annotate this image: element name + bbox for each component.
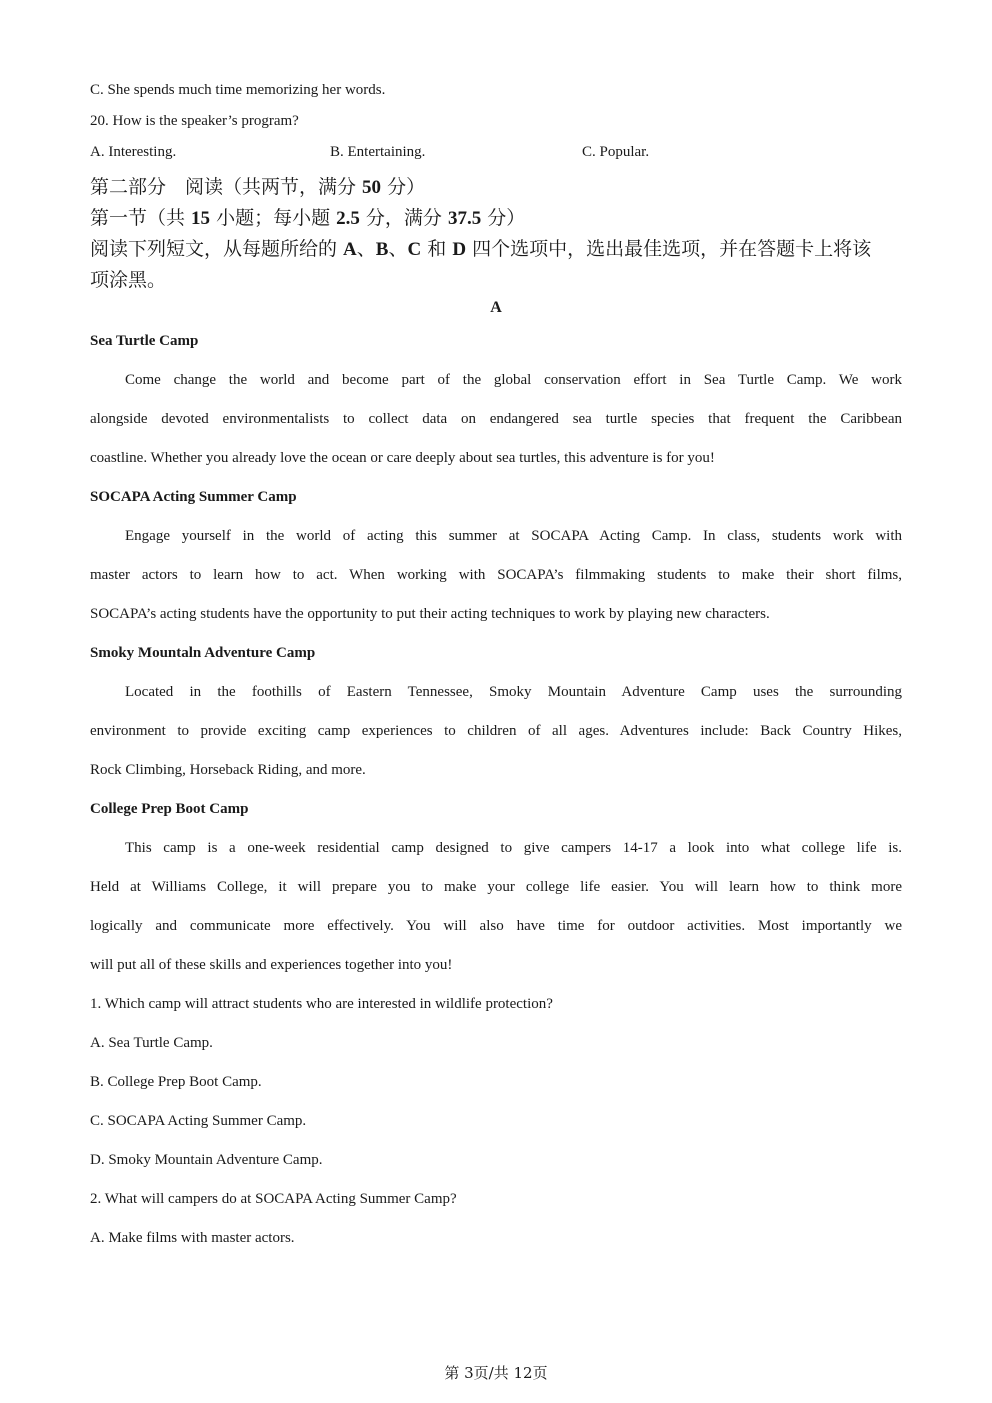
camp-title-smoky-mountain: Smoky Mountaln Adventure Camp [90,645,316,661]
q20-option-a: A. Interesting. [90,144,177,160]
question-1-option-a: A. Sea Turtle Camp. [90,1035,213,1051]
camp-body-line: Engage yourself in the world of acting this summer at SOCAPA Acting Camp. In class, students work with [125,528,902,544]
part2-heading: 第二部分 阅读（共两节，满分 50 分） [90,176,426,198]
q19-option-c: C. She spends much time memorizing her words. [90,82,386,98]
camp-body-line: Come change the world and become part of the global conservation effort in Sea Turtle Camp. We work [125,372,902,388]
camp-title-socapa: SOCAPA Acting Summer Camp [90,489,297,505]
question-2-stem: 2. What will campers do at SOCAPA Acting Summer Camp? [90,1191,457,1207]
camp-body-line: This camp is a one-week residential camp designed to give campers 14-17 a look into what college life is. [125,840,902,856]
q20-option-b: B. Entertaining. [330,144,426,160]
camp-title-sea-turtle: Sea Turtle Camp [90,333,199,349]
camp-body-line: SOCAPA’s acting students have the opportunity to put their acting techniques to work by playing new characters. [90,606,770,622]
passage-letter: A [490,299,502,316]
camp-body-line: Held at Williams College, it will prepare you to make your college life easier. You will learn how to think more [90,879,902,895]
camp-body-line: logically and communicate more effectively. You will also have time for outdoor activities. Most importantly we [90,918,902,934]
question-1-option-d: D. Smoky Mountain Adventure Camp. [90,1152,323,1168]
camp-body-line: environment to provide exciting camp experiences to children of all ages. Adventures include: Back Country Hikes, [90,723,902,739]
camp-body-line: alongside devoted environmentalists to collect data on endangered sea turtle species that frequent the Caribbean [90,411,902,427]
camp-body-line: master actors to learn how to act. When working with SOCAPA’s filmmaking students to make their short films, [90,567,902,583]
instructions-line-1: 阅读下列短文，从每题所给的 A、B、C 和 D 四个选项中，选出最佳选项，并在答题卡上将该 [90,238,872,260]
question-1-stem: 1. Which camp will attract students who are interested in wildlife protection? [90,996,553,1012]
section1-heading: 第一节（共 15 小题；每小题 2.5 分，满分 37.5 分） [90,207,526,229]
question-1-option-c: C. SOCAPA Acting Summer Camp. [90,1113,307,1129]
q20-stem: 20. How is the speaker’s program? [90,113,299,129]
page-number: 第 3页/共 12页 [444,1364,548,1382]
q20-option-c: C. Popular. [582,144,650,160]
camp-title-college-prep: College Prep Boot Camp [90,801,249,817]
camp-body-line: will put all of these skills and experiences together into you! [90,957,453,973]
camp-body-line: Located in the foothills of Eastern Tennessee, Smoky Mountain Adventure Camp uses the surrounding [125,684,902,700]
question-1-option-b: B. College Prep Boot Camp. [90,1074,262,1090]
question-2-option-a: A. Make films with master actors. [90,1230,295,1246]
camp-body-line: coastline. Whether you already love the ocean or care deeply about sea turtles, this adventure is for you! [90,450,715,466]
camp-body-line: Rock Climbing, Horseback Riding, and more. [90,762,366,778]
instructions-line-2: 项涂黑。 [90,269,167,291]
